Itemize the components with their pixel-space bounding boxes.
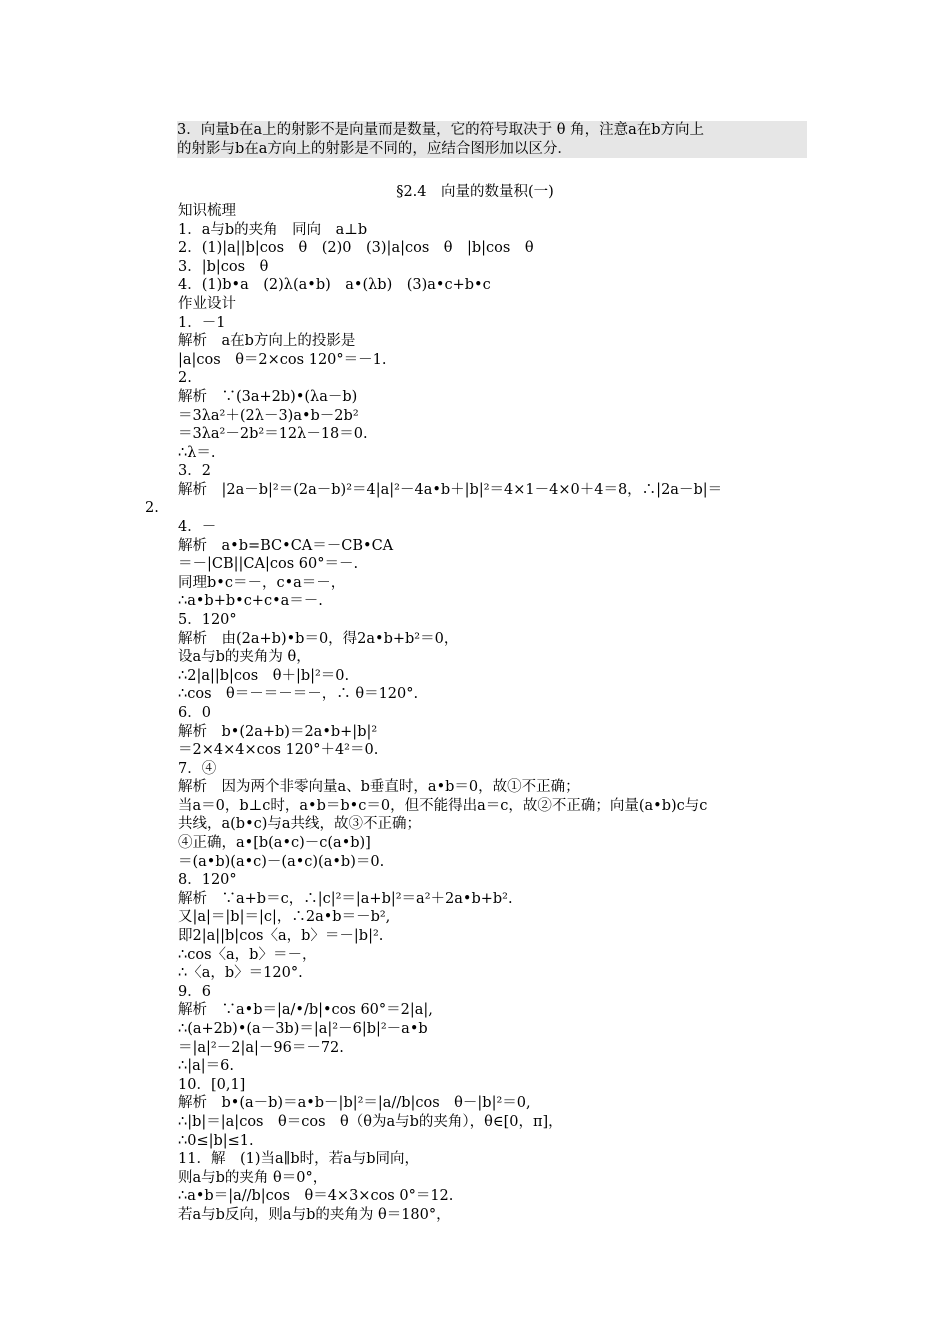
answer-4: 4．－ bbox=[178, 519, 217, 535]
text-line: ∴a•b+b•c+c•a＝－. bbox=[178, 593, 323, 609]
answer-8: 8．120° bbox=[178, 872, 237, 888]
answer-7: 7．④ bbox=[178, 761, 217, 777]
answer-3: 3．2 bbox=[178, 463, 211, 479]
text-line: 解析 b•(2a+b)＝2a•b+|b|² bbox=[178, 724, 378, 740]
text-line: ＝2×4×4×cos 120°＋4²＝0. bbox=[178, 742, 379, 758]
text-line: 共线，a(b•c)与a共线，故③不正确； bbox=[178, 816, 422, 832]
note-line: 的射影与b在a方向上的射影是不同的，应结合图形加以区分． bbox=[177, 140, 572, 157]
text-line: 2．(1)|a||b|cos θ (2)0 (3)|a|cos θ |b|cos θ bbox=[178, 240, 534, 256]
text-line: ∴0≤|b|≤1. bbox=[178, 1133, 254, 1149]
text-line: ＝(a•b)(a•c)－(a•c)(a•b)＝0. bbox=[178, 854, 385, 870]
text-line: 又|a|＝|b|＝|c|，∴2a•b＝－b², bbox=[178, 909, 391, 925]
heading-knowledge: 知识梳理 bbox=[178, 203, 236, 219]
text-line: 解析 b•(a－b)＝a•b－|b|²＝|a//b|cos θ－|b|²＝0, bbox=[178, 1095, 531, 1111]
answer-11: 11．解 (1)当a∥b时，若a与b同向， bbox=[178, 1151, 420, 1167]
text-line: ④正确，a•[b(a•c)－c(a•b)] bbox=[178, 835, 371, 851]
text-line: ∴2|a||b|cos θ＋|b|²＝0. bbox=[178, 668, 350, 684]
note-line: 3．向量b在a上的射影不是向量而是数量，它的符号取决于 θ 角，注意a在b方向上 bbox=[177, 122, 705, 138]
text-line: 2. bbox=[145, 500, 159, 516]
answer-10: 10．[0,1] bbox=[178, 1077, 246, 1093]
section-title: §2.4 向量的数量积(一) bbox=[396, 184, 554, 200]
text-line: 解析 因为两个非零向量a、b垂直时，a•b＝0，故①不正确； bbox=[178, 779, 580, 795]
text-line: 则a与b的夹角 θ＝0°， bbox=[178, 1170, 328, 1186]
summary-note-box bbox=[177, 121, 807, 158]
text-line: 解析 ∵a+b＝c，∴|c|²＝|a+b|²＝a²＋2a•b+b². bbox=[178, 891, 513, 907]
text-line: 解析 a在b方向上的投影是 bbox=[178, 333, 356, 349]
text-line: ＝－|CB||CA|cos 60°＝－. bbox=[178, 556, 359, 572]
text-line: 1．a与b的夹角 同向 a⊥b bbox=[178, 222, 368, 238]
text-line: ＝3λa²－2b²＝12λ－18＝0. bbox=[178, 426, 368, 442]
text-line: 解析 a•b=BC•CA＝－CB•CA bbox=[178, 538, 394, 554]
answer-5: 5．120° bbox=[178, 612, 237, 628]
text-line: 当a＝0，b⊥c时，a•b＝b•c＝0，但不能得出a＝c，故②不正确；向量(a•b)c与c bbox=[178, 798, 708, 814]
text-line: ∴λ＝. bbox=[178, 445, 216, 461]
text-line: 即2|a||b|cos〈a，b〉＝－|b|². bbox=[178, 928, 384, 944]
answer-2: 2. bbox=[178, 370, 192, 386]
text-line: ∴a•b＝|a//b|cos θ＝4×3×cos 0°＝12. bbox=[178, 1188, 454, 1204]
text-line: ∴|a|＝6. bbox=[178, 1058, 234, 1074]
answer-6: 6．0 bbox=[178, 705, 211, 721]
text-line: 4．(1)b•a (2)λ(a•b) a•(λb) (3)a•c+b•c bbox=[178, 277, 491, 293]
text-line: 设a与b的夹角为 θ， bbox=[178, 649, 311, 665]
heading-homework: 作业设计 bbox=[178, 296, 236, 312]
text-line: ∴cos θ＝－＝－＝－，∴ θ＝120°. bbox=[178, 686, 419, 702]
text-line: 解析 |2a－b|²＝(2a－b)²＝4|a|²－4a•b＋|b|²＝4×1－4×0＋4＝8，∴|2a－b|＝ bbox=[178, 482, 723, 498]
text-line: ＝|a|²－2|a|－96＝－72. bbox=[178, 1040, 344, 1056]
text-line: 解析 ∵(3a+2b)•(λa－b) bbox=[178, 389, 358, 405]
text-line: ＝3λa²＋(2λ－3)a•b－2b² bbox=[178, 408, 359, 424]
answer-1: 1．－1 bbox=[178, 315, 226, 331]
text-line: ∴(a+2b)•(a－3b)＝|a|²－6|b|²－a•b bbox=[178, 1021, 428, 1037]
text-line: ∴|b|＝|a|cos θ＝cos θ（θ为a与b的夹角），θ∈[0，π]， bbox=[178, 1114, 563, 1130]
text-line: 若a与b反向，则a与b的夹角为 θ＝180°， bbox=[178, 1207, 451, 1223]
text-line: 3．|b|cos θ bbox=[178, 259, 269, 275]
text-line: |a|cos θ＝2×cos 120°＝－1. bbox=[178, 352, 387, 368]
text-line: ∴〈a，b〉＝120°. bbox=[178, 965, 303, 981]
text-line: 解析 ∵a•b＝|a/•/b|•cos 60°＝2|a|, bbox=[178, 1002, 433, 1018]
answer-9: 9．6 bbox=[178, 984, 211, 1000]
text-line: 解析 由(2a+b)•b＝0，得2a•b+b²＝0， bbox=[178, 631, 459, 647]
text-line: 同理b•c＝－，c•a＝－， bbox=[178, 575, 346, 591]
text-line: ∴cos〈a，b〉＝－， bbox=[178, 947, 317, 963]
